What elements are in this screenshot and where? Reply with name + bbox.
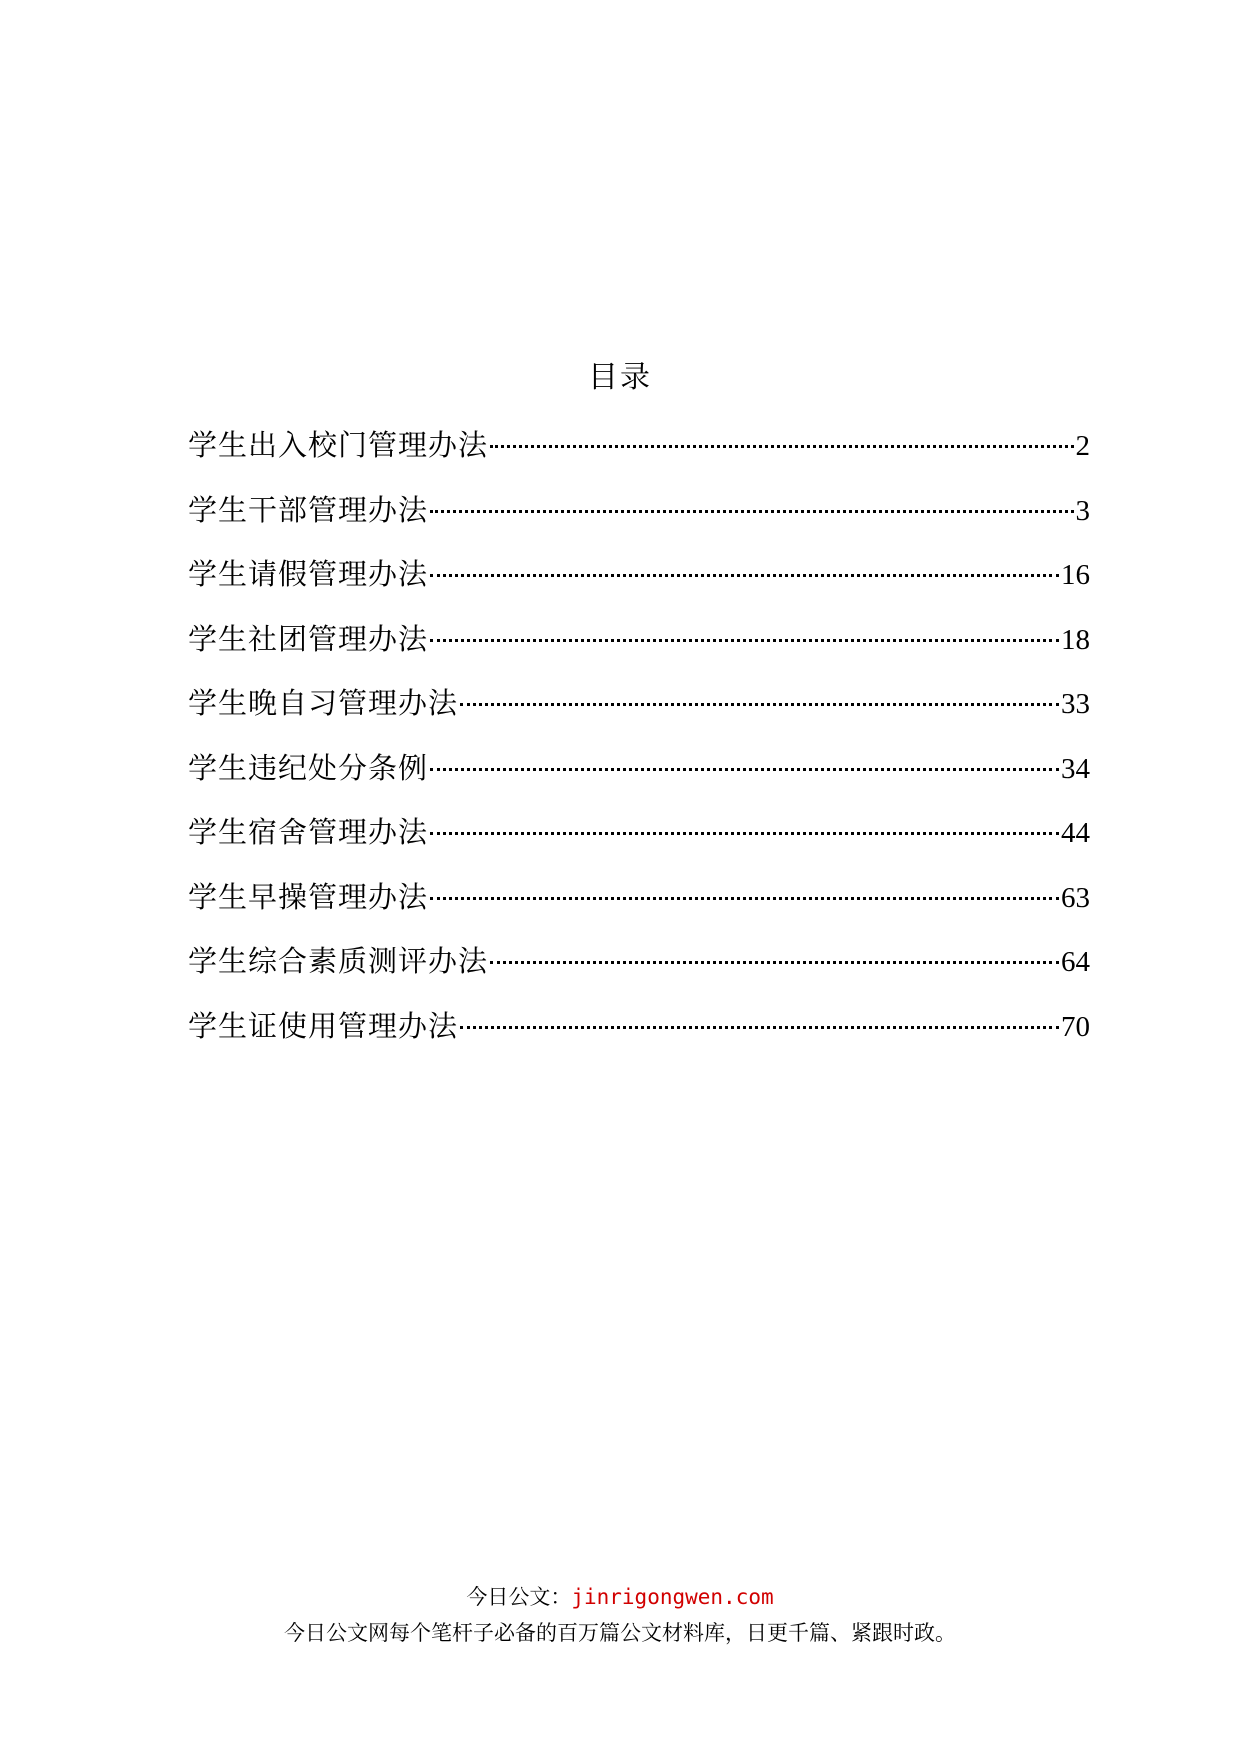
toc-dot-leader: [430, 768, 1059, 771]
toc-entry-page: 70: [1061, 1010, 1090, 1043]
toc-dot-leader: [430, 832, 1059, 835]
toc-dot-leader: [460, 703, 1059, 706]
toc-title: 目录: [588, 360, 652, 395]
toc-dot-leader: [430, 574, 1059, 577]
toc-entry[interactable]: [188, 1001, 1090, 1066]
toc-entry-page: 33: [1061, 688, 1090, 720]
toc-entry-page: 44: [1061, 817, 1090, 849]
toc-dot-leader: [490, 445, 1073, 448]
toc-entry-page: 63: [1061, 881, 1090, 914]
toc-entry-label: 学生干部管理办法: [188, 492, 429, 527]
toc-entry-label: 学生请假管理办法: [188, 557, 429, 591]
footer-site-link[interactable]: jinrigongwen.com: [571, 1585, 774, 1609]
toc-entry[interactable]: [188, 936, 1090, 1001]
toc-entry[interactable]: [188, 549, 1090, 614]
toc-dot-leader: [430, 510, 1073, 513]
toc-entry[interactable]: [188, 872, 1090, 937]
toc-entry[interactable]: [188, 678, 1090, 743]
toc-entry-label: 学生综合素质测评办法: [188, 944, 489, 978]
toc-entry-label: 学生宿舍管理办法: [188, 815, 429, 849]
toc-entry-label: 学生社团管理办法: [188, 621, 429, 656]
toc-dot-leader: [430, 639, 1059, 642]
toc-list: [188, 420, 1090, 1065]
toc-entry-label: 学生出入校门管理办法: [188, 428, 489, 462]
toc-entry-label: 学生晚自习管理办法: [188, 686, 459, 720]
footer-site-line: [0, 1582, 1240, 1612]
toc-entry[interactable]: [188, 485, 1090, 550]
toc-dot-leader: [490, 961, 1059, 964]
toc-dot-leader: [460, 1026, 1059, 1029]
toc-entry-page: 2: [1075, 430, 1090, 462]
toc-dot-leader: [430, 897, 1059, 900]
footer-slogan: 今日公文网每个笔杆子必备的百万篇公文材料库，日更千篇、紧跟时政。: [284, 1621, 956, 1645]
toc-entry[interactable]: [188, 420, 1090, 485]
toc-entry-page: 34: [1061, 752, 1090, 785]
toc-entry-label: 学生早操管理办法: [188, 879, 429, 914]
toc-entry-page: 16: [1061, 559, 1090, 591]
footer-site-label: 今日公文：: [466, 1585, 572, 1609]
toc-entry[interactable]: [188, 614, 1090, 679]
toc-entry-label: 学生证使用管理办法: [188, 1008, 459, 1043]
toc-entry[interactable]: [188, 807, 1090, 872]
toc-entry-page: 64: [1061, 946, 1090, 978]
toc-entry-page: 3: [1075, 494, 1090, 527]
toc-entry-label: 学生违纪处分条例: [188, 750, 429, 785]
toc-entry-page: 18: [1061, 623, 1090, 656]
toc-entry[interactable]: [188, 743, 1090, 808]
